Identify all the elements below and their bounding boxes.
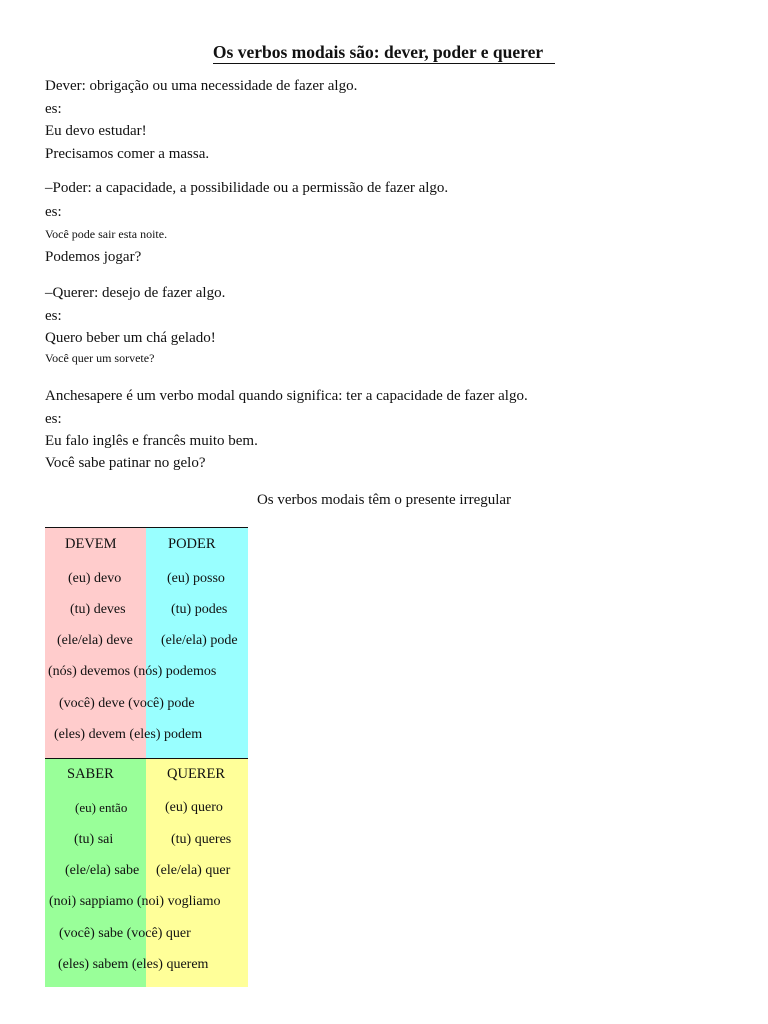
table-cell: (eles) devem (eles) podem [54, 727, 203, 742]
table-cell: (noi) sappiamo (noi) vogliamo [49, 894, 221, 909]
table-cell: (tu) deves [70, 602, 126, 617]
table-cell: (nós) devemos (nós) podemos [48, 664, 217, 679]
column-header: SABER [67, 766, 114, 782]
table-cell: (ele/ela) pode [161, 633, 238, 648]
table-caption: Os verbos modais têm o presente irregular [256, 492, 512, 508]
table-cell: (você) deve (você) pode [59, 696, 195, 711]
table-cell: (você) sabe (você) quer [59, 926, 191, 941]
text-line: Quero beber um chá gelado! [45, 330, 216, 346]
table-block-dever-poder [45, 527, 248, 758]
table-cell: (eu) então [75, 800, 128, 815]
text-line: Anchesapere é um verbo modal quando significa: ter a capacidade de fazer algo. [45, 388, 528, 404]
text-line: es: [45, 411, 62, 427]
text-line: –Querer: desejo de fazer algo. [45, 285, 226, 301]
text-line: –Poder: a capacidade, a possibilidade ou a permissão de fazer algo. [45, 180, 449, 196]
table-cell: (ele/ela) sabe [65, 863, 140, 878]
table-cell: (eu) posso [167, 571, 225, 586]
document-title-text: Os verbos modais são: dever, poder e querer [213, 42, 555, 64]
text-line: Você sabe patinar no gelo? [45, 455, 206, 471]
column-header: QUERER [167, 766, 225, 782]
verb-conjugation-table [45, 527, 248, 987]
text-line: Você quer um sorvete? [45, 351, 155, 365]
text-line: Precisamos comer a massa. [45, 146, 210, 162]
text-line: Eu devo estudar! [45, 123, 147, 139]
document-title [0, 42, 768, 63]
text-line: es: [45, 204, 62, 220]
column-header: PODER [168, 536, 216, 552]
table-cell: (tu) podes [171, 602, 228, 617]
table-cell: (eles) sabem (eles) querem [58, 957, 209, 972]
table-cell: (tu) sai [74, 832, 114, 847]
table-cell: (tu) queres [171, 832, 232, 847]
table-cell: (ele/ela) quer [156, 863, 231, 878]
table-cell: (eu) devo [68, 571, 122, 586]
table-cell: (ele/ela) deve [57, 633, 133, 648]
text-line: es: [45, 308, 62, 324]
column-header: DEVEM [65, 536, 117, 552]
table-cell: (eu) quero [165, 800, 223, 815]
table-block-saber-querer [45, 758, 248, 987]
text-line: Eu falo inglês e francês muito bem. [45, 433, 258, 449]
text-line: Dever: obrigação ou uma necessidade de fazer algo. [45, 78, 358, 94]
text-line: Podemos jogar? [45, 249, 142, 265]
text-line: Você pode sair esta noite. [45, 227, 168, 241]
text-line: es: [45, 101, 62, 117]
